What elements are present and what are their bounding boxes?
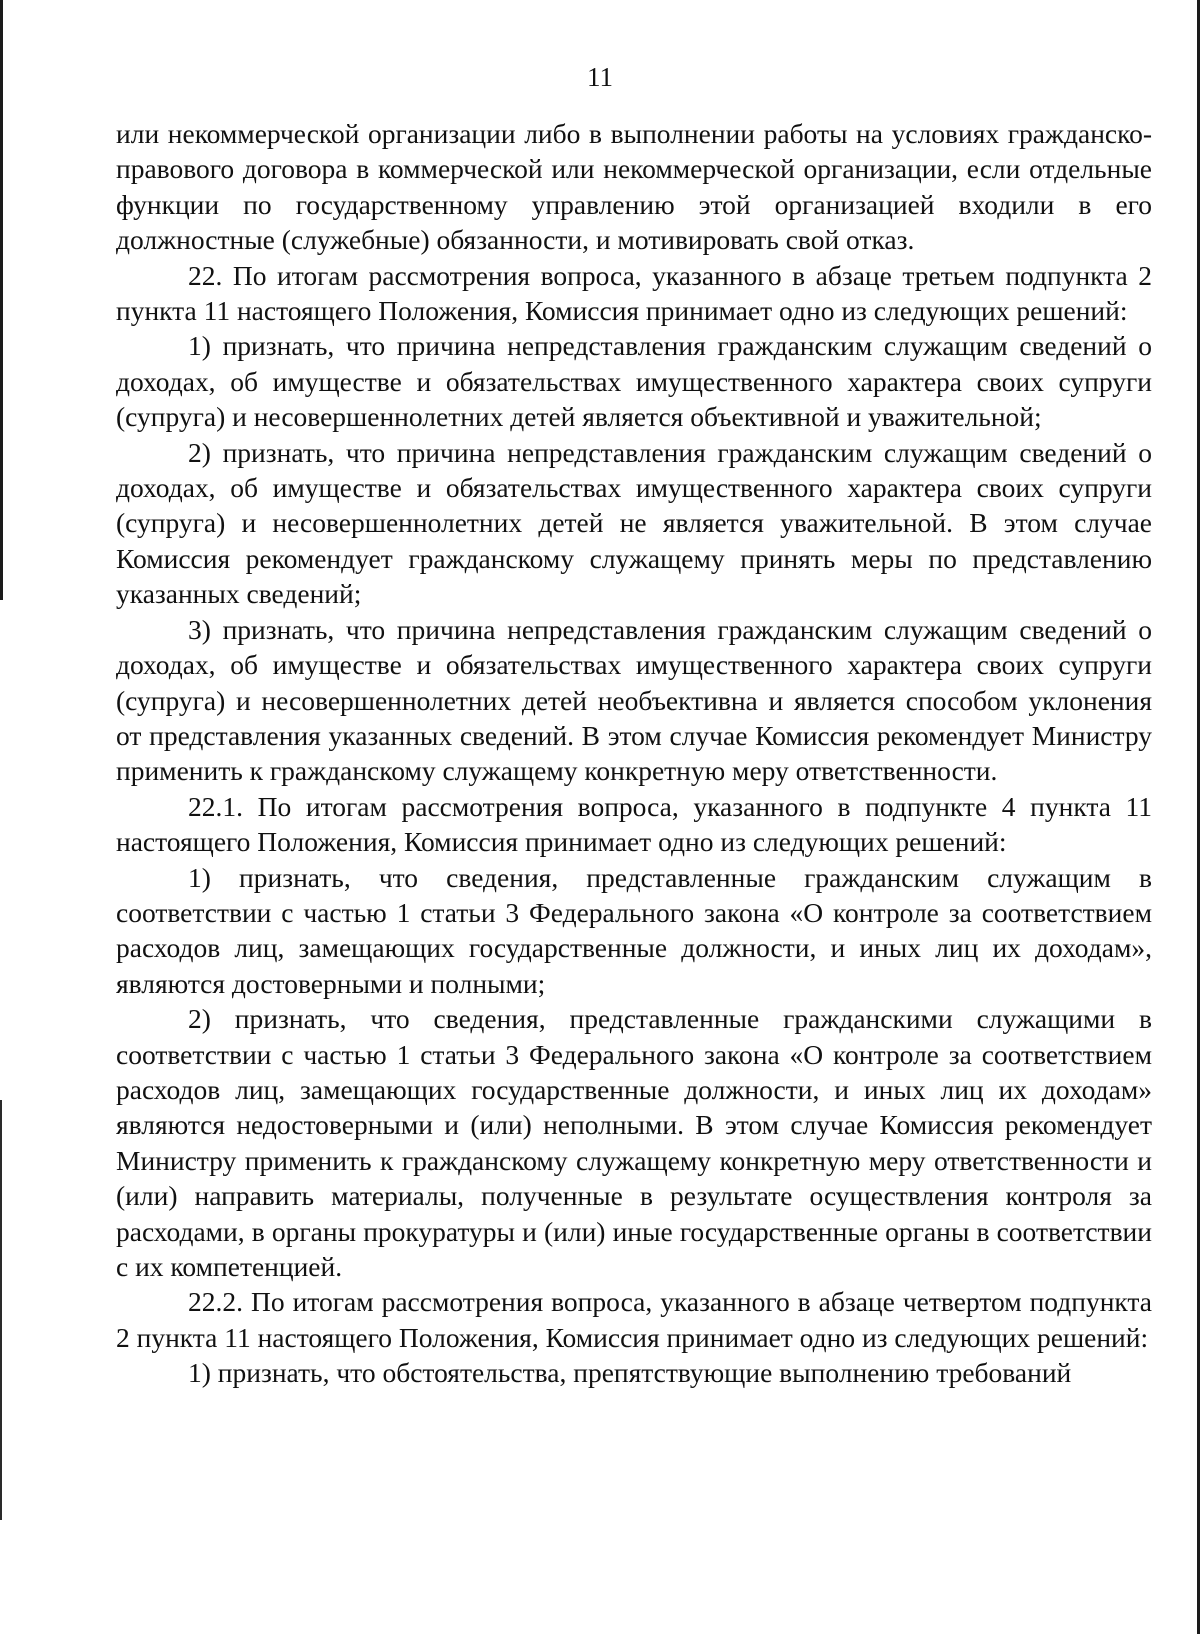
paragraph-item-22: 22. По итогам рассмотрения вопроса, указанного в абзаце третьем подпункта 2 пункта 11 настоящего Положения, Комиссия принимает одно из следующих решений: xyxy=(116,259,1152,327)
document-body xyxy=(116,116,1152,1391)
paragraph-item-22-1: 22.1. По итогам рассмотрения вопроса, указанного в подпункте 4 пункта 11 настоящего Положения, Комиссия принимает одно из следующих решений: xyxy=(116,790,1152,858)
paragraph-22-subitem-3: 3) признать, что причина непредставления гражданским служащим сведений о доходах, об имуществе и обязательствах имущественного характера своих супруги (супруга) и несовершеннолетних детей необъективна и является способом уклонения от представления указанных сведений. В этом случае Комиссия рекомендует Министру применить к гражданскому служащему конкретную меру ответственности. xyxy=(116,613,1152,787)
paragraph-22-1-subitem-2: 2) признать, что сведения, представленные гражданскими служащими в соответствии с частью 1 статьи 3 Федерального закона «О контроле за соответствием расходов лиц, замещающих государственные должности, и иных лиц их доходам» являются недостоверными и (или) неполными. В этом случае Комиссия рекомендует Министру применить к гражданскому служащему конкретную меру ответственности и (или) направить материалы, полученные в результате осуществления контроля за расходами, в органы прокуратуры и (или) иные государственные органы в соответствии с их компетенцией. xyxy=(116,1003,1152,1282)
paragraph-22-1-subitem-1: 1) признать, что сведения, представленные гражданским служащим в соответствии с частью 1 статьи 3 Федерального закона «О контроле за соответствием расходов лиц, замещающих государственные должности, и иных лиц их доходам», являются достоверными и полными; xyxy=(116,861,1152,999)
paragraph-22-subitem-2: 2) признать, что причина непредставления гражданским служащим сведений о доходах, об имуществе и обязательствах имущественного характера своих супруги (супруга) и несовершеннолетних детей не является уважительной. В этом случае Комиссия рекомендует гражданскому служащему принять меры по представлению указанных сведений; xyxy=(116,436,1152,610)
paragraph-22-2-subitem-1: 1) признать, что обстоятельства, препятствующие выполнению требований xyxy=(188,1357,1072,1389)
paragraph-continuation: или некоммерческой организации либо в выполнении работы на условиях гражданско-правового договора в коммерческой или некоммерческой организации, если отдельные функции по государственному управлению этой организацией входили в его должностные (служебные) обязанности, и мотивировать свой отказ. xyxy=(116,118,1152,256)
paragraph-22-subitem-1: 1) признать, что причина непредставления гражданским служащим сведений о доходах, об имуществе и обязательствах имущественного характера своих супруги (супруга) и несовершеннолетних детей является объективной и уважительной; xyxy=(116,330,1152,433)
page-number: 11 xyxy=(587,62,613,92)
paragraph-item-22-2: 22.2. По итогам рассмотрения вопроса, указанного в абзаце четвертом подпункта 2 пункта 11 настоящего Положения, Комиссия принимает одно из следующих решений: xyxy=(116,1286,1152,1353)
scan-edge-left-lower xyxy=(0,1100,2,1520)
